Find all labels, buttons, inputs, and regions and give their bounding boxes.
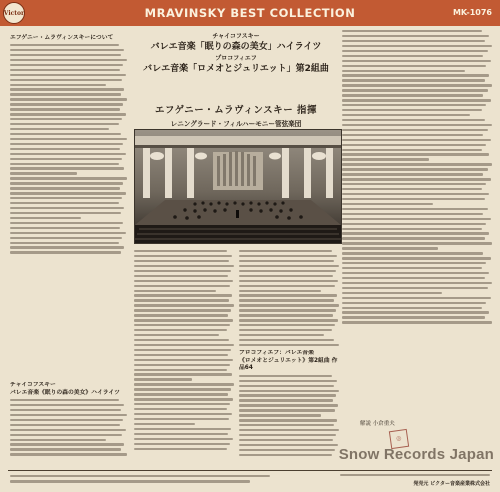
text-line xyxy=(134,418,229,420)
text-line xyxy=(10,44,119,46)
text-line xyxy=(342,193,489,195)
biography-text-block xyxy=(10,44,128,254)
publisher-credit xyxy=(340,474,490,488)
text-line xyxy=(10,192,126,194)
text-line xyxy=(10,246,124,248)
text-line xyxy=(10,153,126,155)
text-line xyxy=(134,265,234,267)
text-line xyxy=(342,55,483,57)
text-line xyxy=(10,163,119,165)
text-line xyxy=(239,319,338,321)
text-line xyxy=(239,294,337,296)
text-line xyxy=(342,60,491,62)
text-line xyxy=(134,319,233,321)
text-line xyxy=(342,321,492,323)
text-line xyxy=(10,108,120,110)
text-line xyxy=(342,129,488,131)
text-line xyxy=(134,260,229,262)
text-line xyxy=(342,79,485,81)
text-line xyxy=(10,212,121,214)
text-line xyxy=(239,265,339,267)
biography-heading: エフゲニー・ムラヴィンスキーについて xyxy=(10,35,114,41)
text-line xyxy=(10,103,123,105)
text-line xyxy=(10,69,120,71)
text-line xyxy=(134,339,229,341)
text-line xyxy=(342,168,488,170)
text-line xyxy=(10,54,121,56)
text-line xyxy=(342,84,492,86)
text-line xyxy=(342,213,483,215)
text-line xyxy=(342,287,488,289)
text-line xyxy=(239,454,332,456)
text-line xyxy=(134,324,230,326)
text-line xyxy=(10,409,121,411)
text-line xyxy=(342,144,486,146)
text-line xyxy=(239,444,338,446)
column-left-biography xyxy=(10,34,128,254)
right-text-block xyxy=(342,30,494,324)
shop-watermark: Snow Records Japan xyxy=(338,446,494,463)
text-line xyxy=(134,388,231,390)
text-line xyxy=(342,149,482,151)
text-line xyxy=(239,334,324,336)
text-line xyxy=(342,237,485,239)
text-line xyxy=(342,178,491,180)
text-line xyxy=(239,275,333,277)
text-line xyxy=(342,311,489,313)
text-line xyxy=(239,409,335,411)
text-line xyxy=(342,203,433,205)
text-line xyxy=(10,59,127,61)
publisher-name: 発売元 ビクター音楽産業株式会社 xyxy=(413,481,490,488)
text-line xyxy=(239,324,335,326)
header-band xyxy=(0,0,500,26)
text-line xyxy=(239,285,335,287)
text-line xyxy=(10,172,77,174)
text-line xyxy=(134,413,232,415)
text-line xyxy=(134,378,192,380)
text-line xyxy=(134,344,234,346)
text-line xyxy=(10,98,127,100)
text-line xyxy=(342,94,483,96)
text-line xyxy=(239,314,333,316)
text-line xyxy=(239,299,334,301)
text-line xyxy=(10,237,122,239)
text-line xyxy=(239,404,338,406)
text-line xyxy=(342,292,442,294)
text-line xyxy=(239,434,336,436)
text-line xyxy=(134,354,228,356)
text-line xyxy=(10,399,119,401)
text-line xyxy=(342,30,482,32)
text-line xyxy=(10,88,124,90)
text-line xyxy=(342,228,482,230)
text-line xyxy=(342,104,486,106)
column-right xyxy=(342,30,494,324)
text-line xyxy=(342,232,489,234)
text-line xyxy=(134,329,227,331)
text-line xyxy=(134,290,216,292)
text-line xyxy=(134,423,195,425)
text-line xyxy=(342,272,489,274)
text-line xyxy=(10,443,124,445)
text-line xyxy=(342,282,492,284)
text-line xyxy=(10,93,121,95)
credit-label: 解説 xyxy=(360,421,372,427)
text-line xyxy=(239,380,337,382)
text-line xyxy=(134,349,231,351)
tchaikovsky-notes-heading: チャイコフスキー バレエ音楽《眠りの森の美女》ハイライツ xyxy=(10,382,120,396)
text-line xyxy=(342,302,486,304)
text-line xyxy=(134,428,231,430)
text-line xyxy=(134,398,233,400)
text-line xyxy=(134,270,231,272)
text-line xyxy=(10,197,122,199)
text-line xyxy=(134,255,232,257)
text-line xyxy=(10,207,124,209)
text-line xyxy=(239,385,334,387)
text-line xyxy=(134,285,230,287)
text-line xyxy=(342,183,486,185)
text-line xyxy=(134,250,227,252)
text-line xyxy=(10,217,81,219)
text-line xyxy=(134,448,227,450)
text-line xyxy=(239,429,339,431)
column-middle-b xyxy=(239,250,340,456)
conductor-credit: エフゲニー・ムラヴィンスキー 指揮 xyxy=(155,105,317,116)
text-line xyxy=(10,251,121,253)
text-line xyxy=(342,173,483,175)
column-left-work-notes xyxy=(10,382,128,456)
label-stamp: ◎ xyxy=(389,429,409,449)
text-line xyxy=(342,262,486,264)
text-line xyxy=(10,232,126,234)
text-line xyxy=(342,242,492,244)
text-line xyxy=(10,202,119,204)
text-line xyxy=(10,424,120,426)
text-line xyxy=(342,114,470,116)
text-line xyxy=(342,109,482,111)
text-line xyxy=(239,309,336,311)
text-line xyxy=(342,74,489,76)
text-line xyxy=(134,383,234,385)
text-line xyxy=(239,260,334,262)
prokofiev-notes-heading: プロコフィエフ：バレエ音楽 《ロメオとジュリエット》第2組曲 作品64 xyxy=(239,350,338,372)
text-line xyxy=(134,443,230,445)
text-line xyxy=(10,453,127,455)
text-line xyxy=(10,187,120,189)
text-line xyxy=(342,198,485,200)
text-line xyxy=(134,275,228,277)
composer-2: プロコフィエフ xyxy=(215,55,257,62)
text-line xyxy=(342,40,485,42)
text-line xyxy=(10,128,109,130)
text-line xyxy=(342,119,485,121)
text-line xyxy=(10,79,122,81)
text-line xyxy=(134,369,227,371)
tchaikovsky-notes-text-block xyxy=(10,399,128,456)
text-line xyxy=(10,404,124,406)
text-line xyxy=(342,247,438,249)
text-line xyxy=(10,439,106,441)
title-block xyxy=(132,32,340,75)
timing-line-2 xyxy=(10,480,250,482)
text-line xyxy=(239,255,337,257)
text-line xyxy=(239,250,332,252)
work-2-title: バレエ音楽「ロメオとジュリエット」第2組曲 xyxy=(143,64,329,74)
text-line xyxy=(134,438,233,440)
text-line xyxy=(10,49,124,51)
text-line xyxy=(134,373,232,375)
text-line xyxy=(342,223,486,225)
text-line xyxy=(10,64,123,66)
middle-b-lower-text-block xyxy=(239,375,340,456)
series-title: MRAVINSKY BEST COLLECTION xyxy=(144,6,356,20)
text-line xyxy=(342,267,482,269)
text-line xyxy=(10,158,122,160)
text-line xyxy=(10,143,123,145)
text-line xyxy=(342,208,488,210)
text-line xyxy=(10,448,121,450)
text-line xyxy=(10,414,127,416)
text-line xyxy=(10,182,123,184)
text-line xyxy=(239,439,333,441)
text-line xyxy=(239,375,332,377)
text-line xyxy=(342,134,483,136)
text-line xyxy=(10,138,127,140)
timing-lines xyxy=(10,474,270,483)
text-line xyxy=(342,316,485,318)
text-line xyxy=(239,399,333,401)
concert-hall-photo xyxy=(134,129,342,244)
text-line xyxy=(10,74,126,76)
text-line xyxy=(239,344,339,346)
text-line xyxy=(10,148,120,150)
text-line xyxy=(10,84,106,86)
text-line xyxy=(342,139,491,141)
text-line xyxy=(239,329,332,331)
text-line xyxy=(239,419,337,421)
text-line xyxy=(342,218,491,220)
text-line xyxy=(239,304,339,306)
text-line xyxy=(342,158,429,160)
text-line xyxy=(239,449,335,451)
text-line xyxy=(342,99,491,101)
text-line xyxy=(239,424,334,426)
text-line xyxy=(342,153,489,155)
middle-a-text-block xyxy=(134,250,235,450)
text-line xyxy=(134,280,233,282)
footer-divider xyxy=(8,470,492,471)
text-line xyxy=(10,118,122,120)
label-logo-text: Victor xyxy=(3,9,25,17)
text-line xyxy=(342,89,488,91)
text-line xyxy=(134,309,231,311)
text-line xyxy=(10,133,121,135)
text-line xyxy=(10,242,119,244)
work-1-title: バレエ音楽「眠りの森の美女」ハイライツ xyxy=(150,42,322,52)
text-line xyxy=(342,277,485,279)
text-line xyxy=(134,334,219,336)
text-line xyxy=(10,167,124,169)
text-line xyxy=(239,339,334,341)
text-line xyxy=(239,280,338,282)
text-line xyxy=(342,45,492,47)
text-line xyxy=(10,429,126,431)
text-line xyxy=(342,257,491,259)
text-line xyxy=(10,123,119,125)
text-line xyxy=(134,403,230,405)
text-line xyxy=(10,227,120,229)
publisher-fineprint xyxy=(340,474,490,476)
text-line xyxy=(10,222,123,224)
text-line xyxy=(134,364,230,366)
composer-1: チャイコフスキー xyxy=(212,33,260,40)
text-line xyxy=(342,188,482,190)
text-line xyxy=(342,297,491,299)
text-line xyxy=(239,290,321,292)
text-line xyxy=(342,124,492,126)
text-line xyxy=(134,299,229,301)
text-line xyxy=(342,163,492,165)
text-line xyxy=(134,393,228,395)
credit-writer: 小倉重夫 xyxy=(372,421,395,427)
text-line xyxy=(134,304,234,306)
orchestra-credit: レニングラード・フィルハーモニー管弦楽団 xyxy=(170,120,302,128)
text-line xyxy=(134,433,228,435)
text-line xyxy=(134,408,227,410)
text-line xyxy=(342,70,465,72)
catalog-number: MK-1076 xyxy=(452,8,492,17)
text-line xyxy=(342,65,486,67)
text-line xyxy=(239,394,336,396)
text-line xyxy=(134,294,232,296)
text-line xyxy=(342,35,489,37)
middle-b-upper-text-block xyxy=(239,250,340,346)
text-line xyxy=(342,307,482,309)
text-line xyxy=(10,434,122,436)
text-line xyxy=(239,390,339,392)
column-middle-a xyxy=(134,250,235,450)
text-line xyxy=(342,50,488,52)
text-line xyxy=(239,270,336,272)
text-line xyxy=(239,414,321,416)
notes-credit xyxy=(360,419,395,427)
text-line xyxy=(342,252,483,254)
text-line xyxy=(10,419,123,421)
text-line xyxy=(10,113,126,115)
text-line xyxy=(134,359,233,361)
text-line xyxy=(134,314,228,316)
timing-line-1 xyxy=(10,475,270,477)
text-line xyxy=(10,177,127,179)
